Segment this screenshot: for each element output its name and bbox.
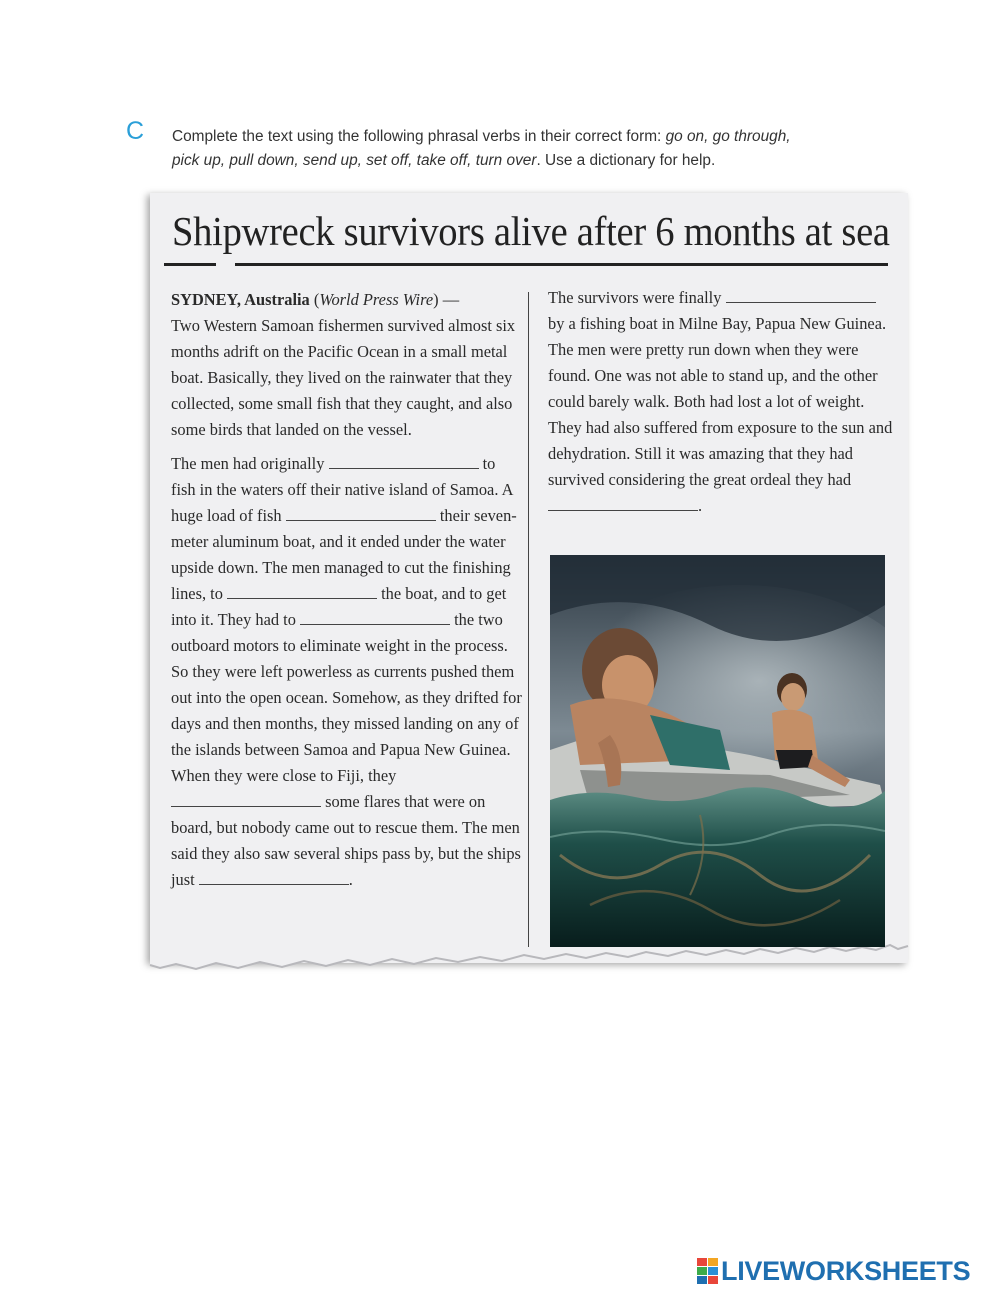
story-text-3: their seven-meter aluminum boat, and it ended under the water upside down. The men managed to cut the finishing lines, to bbox=[171, 506, 517, 603]
news-source: World Press Wire bbox=[319, 290, 434, 309]
story-text-4: the boat, and to get into it. They had to bbox=[171, 584, 507, 629]
instruction-tail: . Use a dictionary for help. bbox=[536, 152, 716, 169]
paragraph-story bbox=[171, 451, 523, 893]
paragraph-rescue bbox=[548, 285, 893, 519]
rescue-text-3: . bbox=[698, 496, 703, 515]
survivors-photo bbox=[550, 555, 885, 947]
intro-text: Two Western Samoan fishermen survived almost six months adrift on the Pacific Ocean in a small metal boat. Basically, they lived on the rainwater that they collected, some small fish that they caught, and also some birds that landed on the vessel. bbox=[171, 316, 516, 439]
answer-blank-3[interactable] bbox=[227, 584, 377, 599]
liveworksheets-logo bbox=[697, 1255, 970, 1287]
instruction-verbs-1: go on, go through, bbox=[665, 128, 791, 145]
story-text-6: some flares that were on board, but nobody came out to rescue them. The men said they also saw several ships pass by, but the ships just bbox=[171, 792, 521, 889]
answer-blank-1[interactable] bbox=[329, 454, 479, 469]
answer-blank-4[interactable] bbox=[300, 610, 450, 625]
answer-blank-5[interactable] bbox=[171, 792, 321, 807]
article-column-right bbox=[548, 285, 893, 519]
column-divider bbox=[528, 292, 529, 947]
intro-dash: — bbox=[438, 290, 460, 309]
dateline: SYDNEY, Australia bbox=[171, 290, 310, 309]
rescue-text-1: The survivors were finally bbox=[548, 288, 726, 307]
exercise-letter: C bbox=[126, 117, 145, 145]
headline-rule-right bbox=[235, 263, 888, 266]
logo-block bbox=[708, 1267, 718, 1275]
logo-block bbox=[708, 1276, 718, 1284]
answer-blank-2[interactable] bbox=[286, 506, 436, 521]
answer-blank-8[interactable] bbox=[548, 496, 698, 511]
logo-text: LIVEWORKSHEETS bbox=[721, 1255, 971, 1286]
answer-blank-7[interactable] bbox=[726, 288, 876, 303]
instruction-verbs-2: pick up, pull down, send up, set off, take off, turn over bbox=[172, 152, 537, 169]
story-text-7: . bbox=[348, 870, 353, 889]
article-column-left bbox=[171, 287, 523, 893]
answer-blank-6[interactable] bbox=[199, 870, 349, 885]
logo-block bbox=[697, 1276, 707, 1284]
story-text-2: to fish in the waters off their native island of Samoa. A huge load of fish bbox=[171, 454, 513, 525]
logo-block bbox=[697, 1267, 707, 1275]
story-text-1: The men had originally bbox=[171, 454, 329, 473]
instruction-text bbox=[172, 125, 902, 173]
paragraph-intro: SYDNEY, Australia (World Press Wire) — Two Western Samoan fishermen survived almost six months adrift on the Pacific Ocean in a small metal boat. Basically, they lived on the rainwater that they collected, some small fish that they caught, and also some birds that landed on the vessel. bbox=[171, 290, 516, 439]
instruction-lead: Complete the text using the following phrasal verbs in their correct form: bbox=[172, 128, 666, 145]
logo-block bbox=[708, 1258, 718, 1266]
headline-rule-left bbox=[164, 263, 216, 266]
logo-blocks-icon bbox=[697, 1258, 718, 1284]
article-headline: Shipwreck survivors alive after 6 months at sea bbox=[172, 208, 890, 254]
story-text-5: the two outboard motors to eliminate weight in the process. So they were left powerless as currents pushed them out into the open ocean. Somehow, as they drifted for days and then months, they missed landing on any of the islands between Samoa and Papua New Guinea. When they were close to Fiji, they bbox=[171, 610, 522, 785]
logo-block bbox=[697, 1258, 707, 1266]
rescue-text-2: by a fishing boat in Milne Bay, Papua New Guinea. The men were pretty run down when they were found. One was not able to stand up, and the other could barely walk. Both had lost a lot of weight. They had also suffered from exposure to the sun and dehydration. Still it was amazing that they had survived considering the great ordeal they had bbox=[548, 314, 893, 489]
